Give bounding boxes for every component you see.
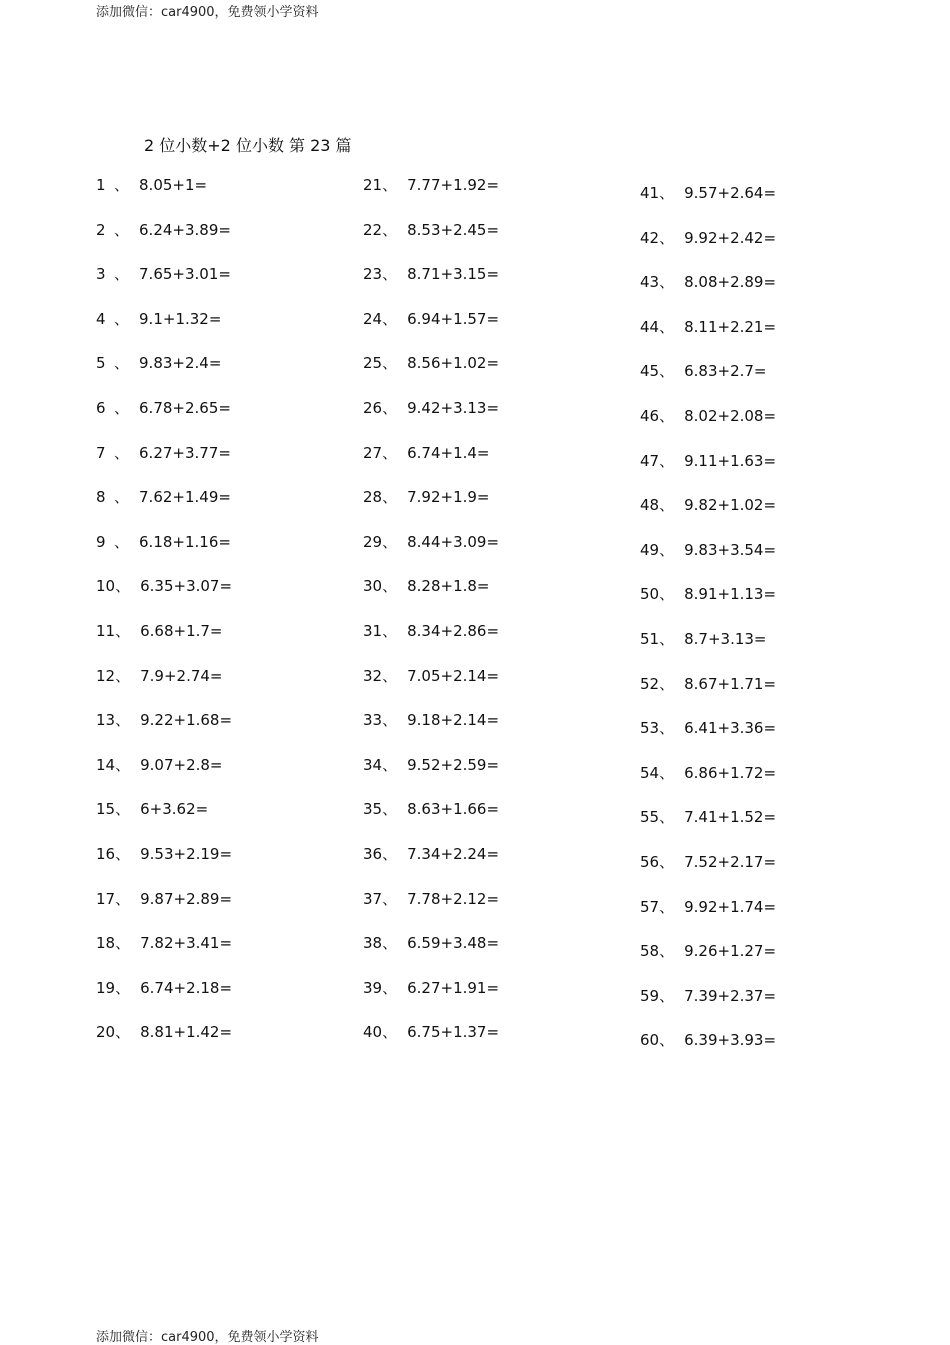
problem-separator: 、 <box>382 354 398 373</box>
problem-number: 23 <box>363 265 383 284</box>
problem-item <box>640 1030 860 1075</box>
problem-item <box>96 621 316 666</box>
problem-separator: 、 <box>382 488 398 507</box>
problem-item <box>363 844 583 889</box>
problem-number: 29 <box>363 532 383 551</box>
problem-number: 17 <box>96 889 116 908</box>
problem-number: 34 <box>363 755 383 774</box>
problem-expression: 6.27+3.77= <box>139 443 231 462</box>
problem-expression: 9.07+2.8= <box>140 755 223 774</box>
problem-expression: 9.1+1.32= <box>139 309 222 328</box>
problem-expression: 8.71+3.15= <box>407 265 500 284</box>
problem-item <box>640 763 860 808</box>
problem-expression: 8.34+2.86= <box>407 621 500 640</box>
problem-separator: 、 <box>659 540 675 559</box>
problem-number: 59 <box>640 986 660 1005</box>
problem-number: 58 <box>640 942 660 961</box>
problem-expression: 7.34+2.24= <box>407 844 500 863</box>
problem-item <box>363 710 583 755</box>
problem-expression: 6.68+1.7= <box>140 621 223 640</box>
problem-number: 50 <box>640 585 660 604</box>
problem-expression: 6.59+3.48= <box>407 934 500 953</box>
problem-expression: 9.83+2.4= <box>139 354 222 373</box>
problem-item <box>640 807 860 852</box>
problem-expression: 6.39+3.93= <box>684 1031 777 1050</box>
problem-separator: 、 <box>114 265 130 284</box>
problem-number: 41 <box>640 184 660 202</box>
problem-item <box>96 576 316 621</box>
problem-item <box>640 897 860 942</box>
problem-number: 39 <box>363 978 383 997</box>
problem-separator: 、 <box>382 1023 398 1042</box>
problem-item <box>640 674 860 719</box>
problem-expression: 8.53+2.45= <box>407 220 500 239</box>
problem-number: 54 <box>640 763 660 782</box>
problem-number: 36 <box>363 844 383 863</box>
problem-separator: 、 <box>114 309 130 328</box>
problem-number: 44 <box>640 317 660 336</box>
problem-number: 53 <box>640 719 660 738</box>
problem-item <box>363 1022 583 1067</box>
problem-item <box>363 487 583 532</box>
problem-separator: 、 <box>114 443 130 462</box>
problem-item <box>96 532 316 577</box>
problem-separator: 、 <box>659 585 675 604</box>
problem-number: 55 <box>640 808 660 827</box>
problem-expression: 6.94+1.57= <box>407 309 500 328</box>
problem-number: 27 <box>363 443 383 462</box>
problem-number: 57 <box>640 897 660 916</box>
problem-expression: 6.74+1.4= <box>407 443 490 462</box>
problem-item <box>96 1022 316 1067</box>
problem-separator: 、 <box>114 532 130 551</box>
problem-expression: 6.27+1.91= <box>407 978 500 997</box>
problem-number: 22 <box>363 220 383 239</box>
problem-number: 19 <box>96 978 116 997</box>
problem-item <box>96 889 316 934</box>
problem-expression: 6.78+2.65= <box>139 398 231 417</box>
problem-number: 21 <box>363 176 383 194</box>
problem-separator: 、 <box>115 621 131 640</box>
problem-item <box>640 495 860 540</box>
problem-separator: 、 <box>382 176 398 194</box>
problem-item <box>640 852 860 897</box>
problem-expression: 9.53+2.19= <box>140 844 233 863</box>
problem-item <box>96 309 316 354</box>
problem-separator: 、 <box>115 800 131 819</box>
problem-number: 35 <box>363 800 383 819</box>
problem-expression: 7.39+2.37= <box>684 986 777 1005</box>
problem-expression: 8.08+2.89= <box>684 273 777 292</box>
problem-item <box>96 755 316 800</box>
problem-separator: 、 <box>659 496 675 515</box>
problem-separator: 、 <box>115 978 131 997</box>
problem-item <box>640 361 860 406</box>
problem-expression: 7.41+1.52= <box>684 808 777 827</box>
problem-number: 40 <box>363 1023 383 1042</box>
problem-separator: 、 <box>659 719 675 738</box>
problem-number: 33 <box>363 711 383 730</box>
problem-number: 48 <box>640 496 660 515</box>
problem-item <box>640 584 860 629</box>
problem-item <box>363 621 583 666</box>
problem-separator: 、 <box>659 897 675 916</box>
problem-item <box>363 978 583 1023</box>
problem-expression: 6.41+3.36= <box>684 719 777 738</box>
problem-number: 6 <box>96 398 106 417</box>
problem-expression: 7.82+3.41= <box>140 934 233 953</box>
problem-number: 28 <box>363 488 383 507</box>
problem-expression: 6.24+3.89= <box>139 220 231 239</box>
problem-separator: 、 <box>659 406 675 425</box>
problem-expression: 6.75+1.37= <box>407 1023 500 1042</box>
problem-expression: 8.28+1.8= <box>407 577 490 596</box>
problem-expression: 9.22+1.68= <box>140 711 233 730</box>
problem-item <box>363 933 583 978</box>
problem-number: 10 <box>96 577 116 596</box>
problem-separator: 、 <box>115 711 131 730</box>
worksheet-title: 2 位小数+2 位小数 第 23 篇 <box>144 136 352 155</box>
problem-separator: 、 <box>115 844 131 863</box>
problem-separator: 、 <box>382 800 398 819</box>
problem-item <box>640 718 860 763</box>
problem-item <box>363 576 583 621</box>
problem-expression: 6.18+1.16= <box>139 532 231 551</box>
problem-expression: 8.05+1= <box>139 176 208 194</box>
problem-expression: 9.11+1.63= <box>684 451 777 470</box>
problem-item <box>363 532 583 577</box>
problem-item <box>640 317 860 362</box>
problem-number: 51 <box>640 629 660 648</box>
problem-separator: 、 <box>114 354 130 373</box>
problem-item <box>96 264 316 309</box>
problem-number: 24 <box>363 309 383 328</box>
problem-item <box>640 406 860 451</box>
problem-number: 60 <box>640 1031 660 1050</box>
problem-item <box>96 353 316 398</box>
problem-number: 14 <box>96 755 116 774</box>
problem-separator: 、 <box>115 666 131 685</box>
problem-item <box>363 353 583 398</box>
problem-expression: 9.92+2.42= <box>684 228 777 247</box>
problem-number: 42 <box>640 228 660 247</box>
problem-item <box>640 451 860 496</box>
problem-separator: 、 <box>659 674 675 693</box>
problem-column-1 <box>96 175 316 1067</box>
problem-expression: 6.83+2.7= <box>684 362 767 381</box>
problem-item <box>640 272 860 317</box>
problem-expression: 9.83+3.54= <box>684 540 777 559</box>
problem-item <box>96 799 316 844</box>
problem-expression: 6.86+1.72= <box>684 763 777 782</box>
problem-separator: 、 <box>382 532 398 551</box>
problem-separator: 、 <box>382 621 398 640</box>
problem-item <box>363 309 583 354</box>
problem-expression: 9.26+1.27= <box>684 942 777 961</box>
problem-item <box>640 228 860 273</box>
problem-item <box>363 220 583 265</box>
problem-expression: 9.57+2.64= <box>684 184 777 202</box>
problem-number: 47 <box>640 451 660 470</box>
problem-item <box>363 398 583 443</box>
problem-expression: 8.7+3.13= <box>684 629 767 648</box>
problem-expression: 9.18+2.14= <box>407 711 500 730</box>
problem-item <box>96 175 316 220</box>
problem-number: 1 <box>96 176 106 194</box>
problem-number: 43 <box>640 273 660 292</box>
problem-separator: 、 <box>659 808 675 827</box>
problem-separator: 、 <box>114 398 130 417</box>
header-watermark: 添加微信：car4900，免费领小学资料 <box>96 5 319 20</box>
problem-separator: 、 <box>659 228 675 247</box>
problem-separator: 、 <box>659 629 675 648</box>
problem-separator: 、 <box>114 176 130 194</box>
problem-expression: 7.9+2.74= <box>140 666 223 685</box>
problem-separator: 、 <box>382 666 398 685</box>
problem-number: 20 <box>96 1023 116 1042</box>
problem-number: 13 <box>96 711 116 730</box>
problem-item <box>96 398 316 443</box>
problem-item <box>96 710 316 755</box>
problem-item <box>363 443 583 488</box>
problem-item <box>363 799 583 844</box>
problem-number: 5 <box>96 354 106 373</box>
problem-number: 26 <box>363 398 383 417</box>
problem-separator: 、 <box>382 934 398 953</box>
problem-separator: 、 <box>114 488 130 507</box>
problem-separator: 、 <box>382 443 398 462</box>
footer-watermark: 添加微信：car4900，免费领小学资料 <box>96 1330 319 1345</box>
problem-expression: 9.87+2.89= <box>140 889 233 908</box>
problem-item <box>640 986 860 1031</box>
problem-number: 16 <box>96 844 116 863</box>
problem-number: 8 <box>96 488 106 507</box>
problem-separator: 、 <box>115 934 131 953</box>
problem-number: 37 <box>363 889 383 908</box>
problem-expression: 8.56+1.02= <box>407 354 500 373</box>
problem-number: 31 <box>363 621 383 640</box>
problem-separator: 、 <box>659 451 675 470</box>
problem-item <box>363 755 583 800</box>
problem-separator: 、 <box>382 978 398 997</box>
problem-expression: 7.78+2.12= <box>407 889 500 908</box>
problem-item <box>640 629 860 674</box>
problem-item <box>363 175 583 220</box>
problem-item <box>96 844 316 889</box>
problem-number: 56 <box>640 852 660 871</box>
problem-separator: 、 <box>382 265 398 284</box>
problem-number: 25 <box>363 354 383 373</box>
problem-number: 3 <box>96 265 106 284</box>
problem-separator: 、 <box>659 986 675 1005</box>
problem-separator: 、 <box>114 220 130 239</box>
problem-number: 52 <box>640 674 660 693</box>
problem-expression: 7.62+1.49= <box>139 488 231 507</box>
problem-item <box>96 666 316 711</box>
problem-number: 45 <box>640 362 660 381</box>
problem-column-3 <box>640 183 860 1075</box>
problem-separator: 、 <box>115 577 131 596</box>
problem-number: 9 <box>96 532 106 551</box>
problem-separator: 、 <box>659 942 675 961</box>
problem-separator: 、 <box>659 184 675 202</box>
problem-number: 49 <box>640 540 660 559</box>
problem-number: 4 <box>96 309 106 328</box>
problem-expression: 6+3.62= <box>140 800 209 819</box>
problem-separator: 、 <box>115 1023 131 1042</box>
problem-number: 7 <box>96 443 106 462</box>
problem-separator: 、 <box>382 844 398 863</box>
problem-number: 46 <box>640 406 660 425</box>
problem-expression: 8.81+1.42= <box>140 1023 233 1042</box>
problem-expression: 9.42+3.13= <box>407 398 500 417</box>
problem-item <box>640 183 860 228</box>
problem-separator: 、 <box>382 577 398 596</box>
problem-separator: 、 <box>382 889 398 908</box>
problem-item <box>96 443 316 488</box>
problem-separator: 、 <box>659 273 675 292</box>
problem-item <box>96 933 316 978</box>
problem-separator: 、 <box>659 317 675 336</box>
problem-column-2 <box>363 175 583 1067</box>
problem-item <box>96 220 316 265</box>
problem-number: 12 <box>96 666 116 685</box>
problem-number: 15 <box>96 800 116 819</box>
problem-expression: 7.05+2.14= <box>407 666 500 685</box>
problem-item <box>363 264 583 309</box>
problem-separator: 、 <box>659 362 675 381</box>
problem-number: 38 <box>363 934 383 953</box>
problem-separator: 、 <box>115 755 131 774</box>
problem-expression: 9.82+1.02= <box>684 496 777 515</box>
problem-expression: 8.67+1.71= <box>684 674 777 693</box>
problem-separator: 、 <box>382 711 398 730</box>
problem-item <box>363 889 583 934</box>
problem-separator: 、 <box>659 763 675 782</box>
problem-number: 32 <box>363 666 383 685</box>
problem-item <box>640 540 860 585</box>
problem-number: 2 <box>96 220 106 239</box>
problem-expression: 8.02+2.08= <box>684 406 777 425</box>
problem-expression: 9.92+1.74= <box>684 897 777 916</box>
problem-expression: 7.77+1.92= <box>407 176 500 194</box>
problem-expression: 8.91+1.13= <box>684 585 777 604</box>
problem-expression: 9.52+2.59= <box>407 755 500 774</box>
problem-number: 11 <box>96 621 116 640</box>
problem-number: 18 <box>96 934 116 953</box>
problem-separator: 、 <box>659 852 675 871</box>
problem-expression: 8.63+1.66= <box>407 800 500 819</box>
problem-separator: 、 <box>115 889 131 908</box>
problem-expression: 8.44+3.09= <box>407 532 500 551</box>
problem-item <box>363 666 583 711</box>
problem-expression: 6.35+3.07= <box>140 577 233 596</box>
problem-item <box>96 978 316 1023</box>
problem-separator: 、 <box>382 309 398 328</box>
problem-separator: 、 <box>382 398 398 417</box>
problem-expression: 7.92+1.9= <box>407 488 490 507</box>
problem-number: 30 <box>363 577 383 596</box>
problem-item <box>96 487 316 532</box>
problem-separator: 、 <box>382 220 398 239</box>
problem-separator: 、 <box>382 755 398 774</box>
problem-separator: 、 <box>659 1031 675 1050</box>
problem-expression: 7.52+2.17= <box>684 852 777 871</box>
problem-item <box>640 941 860 986</box>
problem-expression: 6.74+2.18= <box>140 978 233 997</box>
problem-expression: 7.65+3.01= <box>139 265 231 284</box>
problem-expression: 8.11+2.21= <box>684 317 777 336</box>
